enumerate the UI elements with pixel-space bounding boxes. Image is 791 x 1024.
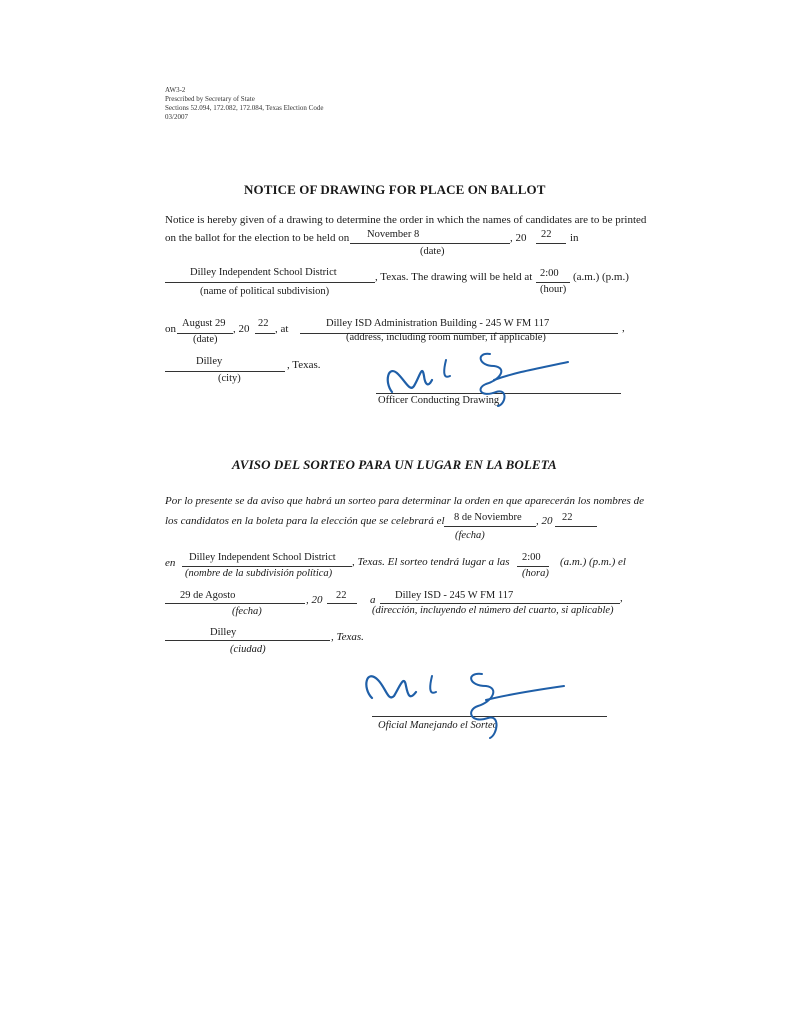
hour-caption: (hour): [540, 284, 567, 295]
spanish-year-value: 22: [562, 512, 573, 523]
spanish-drawing-date-value: 29 de Agosto: [180, 590, 236, 601]
hora-caption: (hora): [522, 568, 549, 579]
signature-icon-spanish: [360, 664, 570, 744]
spanish-address-value: Dilley ISD - 245 W FM 117: [395, 590, 514, 601]
election-date-line: [350, 243, 510, 244]
spanish-drawing-date-line: [165, 603, 305, 604]
spanish-subdivision-caption: (nombre de la subdivisión política): [185, 568, 333, 579]
a-text: a: [370, 594, 376, 606]
ciudad-caption: (ciudad): [230, 644, 266, 655]
spanish-officer-caption: Oficial Manejando el Sorteo: [378, 720, 498, 731]
english-line1: Notice is hereby given of a drawing to determine the order in which the names of candidates are to be printed: [165, 214, 647, 226]
spanish-comma-end: ,: [620, 592, 623, 604]
spanish-address-caption: (dirección, incluyendo el número del cuarto, si aplicable): [372, 605, 614, 616]
city-caption: (city): [218, 373, 241, 384]
english-title: NOTICE OF DRAWING FOR PLACE ON BALLOT: [244, 182, 546, 197]
form-date: 03/2007: [165, 113, 188, 121]
time-value: 2:00: [540, 268, 559, 279]
city-value: Dilley: [196, 356, 223, 367]
en-text: en: [165, 557, 176, 569]
spanish-comma-twenty-b: , 20: [306, 594, 323, 606]
hora-line: [517, 566, 549, 567]
spanish-comma-twenty: , 20: [536, 515, 553, 527]
spanish-subdivision-value: Dilley Independent School District: [189, 552, 336, 563]
comma-end: ,: [622, 322, 625, 334]
drawing-date-value: August 29: [182, 318, 226, 329]
subdivision-line: [165, 282, 375, 283]
spanish-drawing-year-value: 22: [336, 590, 347, 601]
ampm-text: (a.m.) (p.m.): [573, 271, 629, 283]
city-line: [165, 371, 285, 372]
spanish-texas-text: , Texas.: [331, 631, 364, 643]
drawing-date-caption: (date): [193, 334, 218, 345]
spanish-drawing-year-line: [327, 603, 357, 604]
officer-caption: Officer Conducting Drawing: [378, 395, 500, 406]
election-date-value: November 8: [367, 229, 420, 240]
in-text: in: [570, 232, 579, 244]
spanish-title: AVISO DEL SORTEO PARA UN LUGAR EN LA BOLETA: [232, 457, 557, 472]
election-year-value: 22: [541, 229, 552, 240]
spanish-subdivision-line: [182, 566, 352, 567]
spanish-ampm-text: (a.m.) (p.m.) el: [560, 556, 626, 568]
form-id: AW3-2: [165, 86, 186, 94]
subdivision-value: Dilley Independent School District: [190, 267, 337, 278]
drawing-year-value: 22: [258, 318, 269, 329]
spanish-election-date-value: 8 de Noviembre: [454, 512, 522, 523]
english-line2: on the ballot for the election to be held on: [165, 232, 350, 244]
spanish-time-value: 2:00: [522, 552, 541, 563]
texas-sorteo-text: , Texas. El sorteo tendrá lugar a las: [352, 556, 510, 568]
signature-icon: [380, 340, 580, 410]
time-line: [536, 282, 570, 283]
texas-text: , Texas.: [287, 359, 321, 371]
subdivision-caption: (name of political subdivision): [200, 286, 330, 297]
year-line: [536, 243, 566, 244]
spanish-year-line: [555, 526, 597, 527]
spanish-line2: los candidatos en la boleta para la elección que se celebrará el: [165, 515, 445, 527]
spanish-fecha-caption: (fecha): [232, 606, 262, 617]
spanish-city-value: Dilley: [210, 627, 237, 638]
comma-twenty: , 20: [510, 232, 527, 244]
spanish-line1: Por lo presente se da aviso que habrá un sorteo para determinar la orden en que aparecerán los nombres de: [165, 495, 644, 507]
fecha-line: [444, 526, 536, 527]
at-text: , at: [275, 323, 289, 335]
spanish-city-line: [165, 640, 330, 641]
on-text: on: [165, 323, 176, 335]
fecha-caption: (fecha): [455, 530, 485, 541]
drawing-year-line: [255, 333, 275, 334]
spanish-address-line: [380, 603, 620, 604]
address-caption: (address, including room number, if applicable): [346, 332, 546, 343]
prescribed-by: Prescribed by Secretary of State: [165, 95, 255, 103]
texas-drawing-text: , Texas. The drawing will be held at: [375, 271, 533, 283]
code-sections: Sections 52.094, 172.082, 172.084, Texas Election Code: [165, 104, 324, 112]
comma-twenty-b: , 20: [233, 323, 250, 335]
date-caption: (date): [420, 246, 445, 257]
address-value: Dilley ISD Administration Building - 245 W FM 117: [326, 318, 550, 329]
